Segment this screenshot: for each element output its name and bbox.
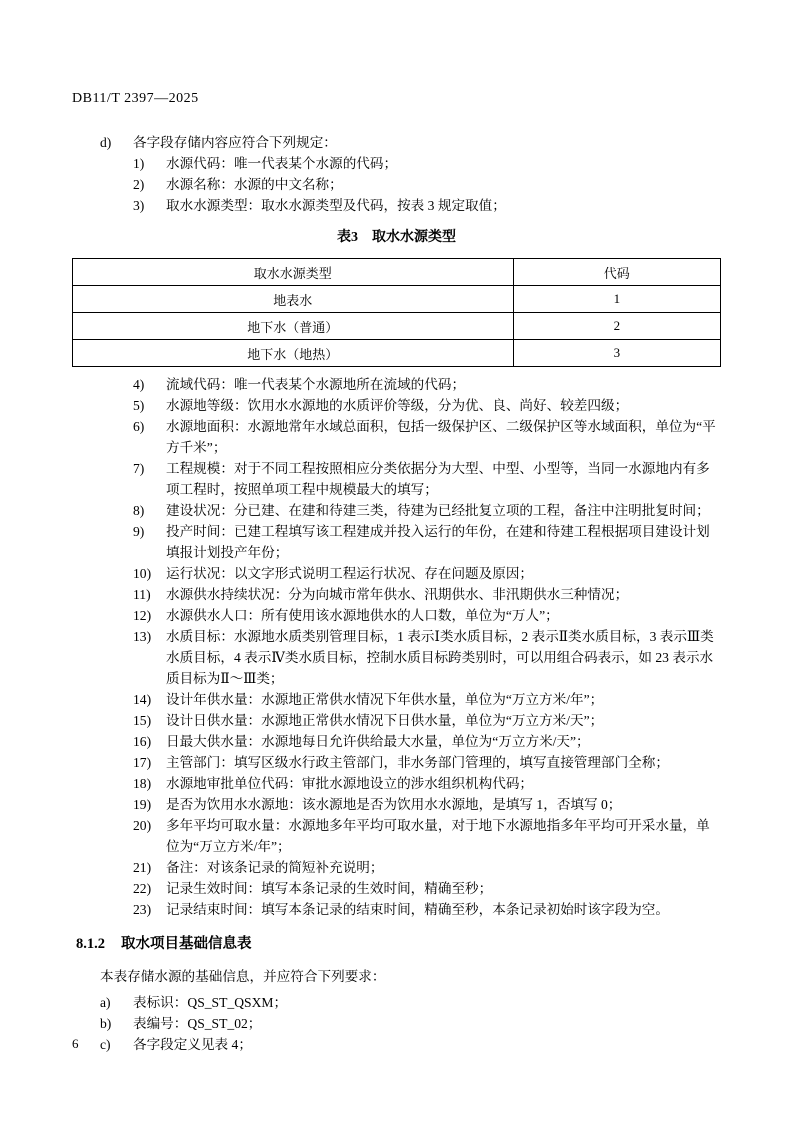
list-item-number: 21) xyxy=(133,860,152,875)
list-item-number: 17) xyxy=(133,755,152,770)
list-item xyxy=(72,752,721,773)
cell-code: 1 xyxy=(513,286,720,313)
sub-item-list-1-3 xyxy=(72,153,721,216)
list-item xyxy=(72,731,721,752)
cell-source-type: 地下水（地热） xyxy=(73,340,514,367)
list-item-number: c) xyxy=(100,1037,111,1052)
table-row xyxy=(73,313,721,340)
cell-code: 3 xyxy=(513,340,720,367)
list-item xyxy=(72,195,721,216)
list-item xyxy=(72,584,721,605)
list-item-text: 水质目标：水源地水质类别管理目标，1 表示Ⅰ类水质目标，2 表示Ⅱ类水质目标，3 表示Ⅲ类水质目标，4 表示Ⅳ类水质目标，控制水质目标跨类别时，可以用组合码表示，如 23 表示水质目标为Ⅱ～Ⅲ类； xyxy=(166,629,714,686)
list-item-number: 7) xyxy=(133,461,145,476)
list-item-number: 19) xyxy=(133,797,152,812)
list-item-number: 14) xyxy=(133,692,152,707)
list-item-text: 表编号：QS_ST_02； xyxy=(133,1016,262,1031)
list-item-text: 水源名称：水源的中文名称； xyxy=(166,177,343,192)
list-item-text: 投产时间：已建工程填写该工程建成并投入运行的年份，在建和待建工程根据项目建设计划填报计划投产年份； xyxy=(166,524,710,560)
list-item-number: 6) xyxy=(133,419,145,434)
list-item-text: 记录结束时间：填写本条记录的结束时间，精确至秒，本条记录初始时该字段为空。 xyxy=(166,902,669,917)
list-item xyxy=(72,500,721,521)
water-source-type-table xyxy=(72,258,721,367)
list-item xyxy=(72,815,721,857)
list-item-text: 设计日供水量：水源地正常供水情况下日供水量，单位为“万立方米/天”； xyxy=(166,713,604,728)
section-number: 8.1.2 xyxy=(76,936,105,952)
list-item xyxy=(72,857,721,878)
list-item-text: 多年平均可取水量：水源地多年平均可取水量，对于地下水源地指多年平均可开采水量，单位为“万立方米/年”； xyxy=(166,818,710,854)
standard-doc-code: DB11/T 2397—2025 xyxy=(72,91,199,106)
section-intro-paragraph: 本表存储水源的基础信息，并应符合下列要求： xyxy=(100,969,386,984)
section-title: 取水项目基础信息表 xyxy=(121,936,252,952)
section-heading-8-1-2 xyxy=(72,934,721,955)
list-item xyxy=(72,773,721,794)
column-header-source-type: 取水水源类型 xyxy=(73,259,514,286)
list-item-text: 工程规模：对于不同工程按照相应分类依据分为大型、中型、小型等，当同一水源地内有多项工程时，按照单项工程中规模最大的填写； xyxy=(166,461,710,497)
list-item xyxy=(72,395,721,416)
list-item xyxy=(72,521,721,563)
list-item-text: 表标识：QS_ST_QSXM； xyxy=(133,995,288,1010)
sub-item-list-a-c xyxy=(72,992,721,1055)
list-item-text: 是否为饮用水水源地：该水源地是否为饮用水水源地，是填写 1，否填写 0； xyxy=(166,797,622,812)
list-item xyxy=(72,899,721,920)
page-number: 6 xyxy=(72,1036,79,1051)
list-item-number: b) xyxy=(100,1016,112,1031)
list-item-number: 16) xyxy=(133,734,152,749)
list-item-number: 20) xyxy=(133,818,152,833)
list-item xyxy=(72,374,721,395)
table-row xyxy=(73,340,721,367)
list-item xyxy=(72,174,721,195)
list-item xyxy=(72,458,721,500)
list-item xyxy=(72,992,721,1013)
list-item xyxy=(72,416,721,458)
list-item-number: 4) xyxy=(133,377,145,392)
list-item-number: 2) xyxy=(133,177,145,192)
field-item-list-4-23 xyxy=(72,374,721,920)
list-item-text: 日最大供水量：水源地每日允许供给最大水量，单位为“万立方米/天”； xyxy=(166,734,590,749)
cell-source-type: 地下水（普通） xyxy=(73,313,514,340)
list-item-number: a) xyxy=(100,995,111,1010)
list-item-text: 设计年供水量：水源地正常供水情况下年供水量，单位为“万立方米/年”； xyxy=(166,692,604,707)
list-item-number: 3) xyxy=(133,198,145,213)
cell-code: 2 xyxy=(513,313,720,340)
list-item-text: 取水水源类型：取水水源类型及代码，按表 3 规定取值； xyxy=(166,198,506,213)
list-item-number: 1) xyxy=(133,156,145,171)
list-item-number: 12) xyxy=(133,608,152,623)
table-row xyxy=(73,286,721,313)
clause-d xyxy=(72,132,721,153)
list-item-number: 8) xyxy=(133,503,145,518)
list-item xyxy=(72,1013,721,1034)
list-item-number: 5) xyxy=(133,398,145,413)
table3-caption: 表3 取水水源类型 xyxy=(337,230,456,245)
table-body xyxy=(73,286,721,367)
list-item-number: 13) xyxy=(133,629,152,644)
list-item-text: 备注：对该条记录的简短补充说明； xyxy=(166,860,384,875)
list-item-number: 15) xyxy=(133,713,152,728)
list-item-text: 记录生效时间：填写本条记录的生效时间，精确至秒； xyxy=(166,881,493,896)
table-header-row xyxy=(73,259,721,286)
list-item-number: 18) xyxy=(133,776,152,791)
list-item-text: 水源代码：唯一代表某个水源的代码； xyxy=(166,156,398,171)
list-item-text: 水源地等级：饮用水水源地的水质评价等级，分为优、良、尚好、较差四级； xyxy=(166,398,629,413)
list-item xyxy=(72,878,721,899)
list-item xyxy=(72,794,721,815)
list-item-number: 9) xyxy=(133,524,145,539)
list-item xyxy=(72,710,721,731)
list-item xyxy=(72,153,721,174)
list-item-number: 10) xyxy=(133,566,152,581)
list-item-number: 11) xyxy=(133,587,151,602)
list-item xyxy=(72,563,721,584)
list-item-text: 运行状况：以文字形式说明工程运行状况、存在问题及原因； xyxy=(166,566,534,581)
list-item-number: 23) xyxy=(133,902,152,917)
clause-d-text: 各字段存储内容应符合下列规定： xyxy=(133,135,337,150)
list-item-text: 水源供水人口：所有使用该水源地供水的人口数，单位为“万人”； xyxy=(166,608,559,623)
list-item-number: 22) xyxy=(133,881,152,896)
list-item xyxy=(72,689,721,710)
list-item-text: 水源供水持续状况：分为向城市常年供水、汛期供水、非汛期供水三种情况； xyxy=(166,587,629,602)
list-item-text: 水源地审批单位代码：审批水源地设立的涉水组织机构代码； xyxy=(166,776,534,791)
list-item-text: 建设状况：分已建、在建和待建三类，待建为已经批复立项的工程，备注中注明批复时间； xyxy=(166,503,710,518)
column-header-code: 代码 xyxy=(513,259,720,286)
cell-source-type: 地表水 xyxy=(73,286,514,313)
list-item xyxy=(72,605,721,626)
list-item-text: 主管部门：填写区级水行政主管部门，非水务部门管理的，填写直接管理部门全称； xyxy=(166,755,669,770)
list-item xyxy=(72,1034,721,1055)
list-item-text: 各字段定义见表 4； xyxy=(133,1037,252,1052)
list-item-text: 流域代码：唯一代表某个水源地所在流域的代码； xyxy=(166,377,466,392)
list-item-text: 水源地面积：水源地常年水域总面积，包括一级保护区、二级保护区等水域面积，单位为“平方千米”； xyxy=(166,419,716,455)
clause-d-number: d) xyxy=(100,135,112,150)
list-item xyxy=(72,626,721,689)
